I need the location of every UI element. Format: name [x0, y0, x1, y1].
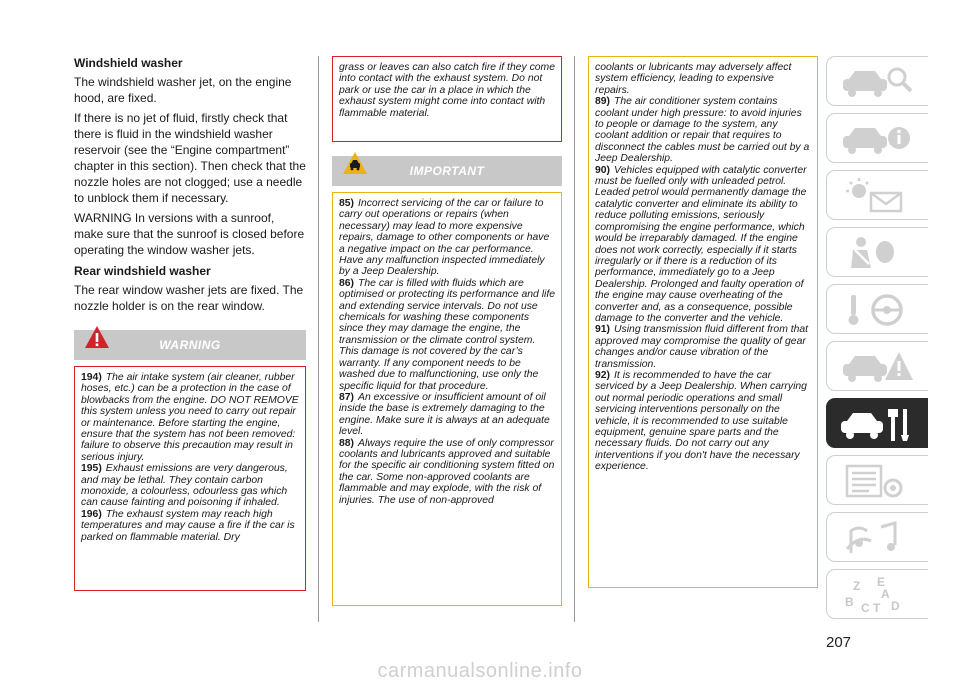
item-number: 196)	[81, 508, 102, 520]
important-box-continued	[588, 56, 818, 588]
heading-windshield-washer: Windshield washer	[74, 56, 183, 70]
warning-item	[81, 372, 299, 463]
warning-box	[74, 366, 306, 591]
tab-multimedia[interactable]	[826, 512, 928, 562]
important-banner	[332, 156, 562, 186]
chapter-tabs	[826, 56, 928, 626]
warning-banner	[74, 330, 306, 360]
tab-servicing-and-maintenance[interactable]	[826, 398, 928, 448]
important-item	[339, 392, 555, 438]
watermark: carmanualsonline.info	[377, 660, 583, 682]
item-number: 194)	[81, 372, 102, 383]
important-title: IMPORTANT	[409, 164, 485, 178]
car-search-icon	[837, 63, 917, 101]
important-item	[595, 165, 811, 325]
column-divider	[318, 56, 319, 622]
tab-in-an-emergency[interactable]	[826, 341, 928, 391]
car-info-icon	[837, 120, 917, 158]
item-text: Always require the use of only compressor coolants and lubricants approved and suitable for the specific air conditioning system fitted on the car. Some non-approved coolants are flammable and may explode, with the risk of injuries. The use of non-approved	[339, 437, 555, 506]
item-number: 89)	[595, 96, 611, 108]
important-item	[339, 278, 555, 392]
svg-text:B: B	[845, 595, 854, 609]
item-text: Exhaust emissions are very dangerous, and may be lethal. They contain carbon monoxide, a colourless, odourless gas which can cause fainting and poisoning if inhaled.	[81, 463, 288, 509]
item-number: 85)	[339, 198, 355, 209]
car-breakdown-icon	[837, 348, 917, 386]
item-number: 195)	[81, 463, 102, 475]
warning-item	[81, 509, 299, 543]
svg-text:Z: Z	[853, 579, 861, 593]
item-text: Incorrect servicing of the car or failure to carry out operations or repairs (when necessary) may lead to more expensive repairs, damage to other components or have a negative impact on the car performance. Have any malfunction inspected immediately by a Jeep Dealership.	[339, 198, 550, 278]
item-number: 90)	[595, 164, 611, 176]
warning-item	[81, 463, 299, 509]
important-item	[339, 198, 555, 278]
paragraph-washer-jet: The windshield washer jet, on the engine hood, are fixed.	[74, 75, 292, 105]
item-number: 86)	[339, 277, 355, 289]
specifications-list-icon	[837, 462, 917, 500]
important-item	[595, 96, 811, 164]
item-text: Vehicles equipped with catalytic converter must be fuelled only with unleaded petrol. Leaded petrol would permanently damage the catalytic converter and eliminate its ability to reduce polluting emissions, seriously compromising the engine performance, which would be irreparably damaged. If the engine does not work correctly, especially if it starts irregularly or if there is a reduction of its performance, immediately go to a Jeep Dealership. Prolonged and faulty operation of the engine may cause overheating of the converter and, as a consequence, possible damage to the converter and the vehicle.	[595, 164, 807, 324]
column-3	[588, 56, 818, 588]
item-number: 87)	[339, 391, 355, 403]
column-2	[332, 56, 562, 606]
item-text: Using transmission fluid different from that approved may compromise the quality of gear changes and/or cause vibration of the transmission.	[595, 324, 809, 370]
svg-text:D: D	[891, 599, 900, 613]
svg-text:T: T	[873, 601, 881, 614]
tab-getting-to-know-instrument-panel[interactable]	[826, 113, 928, 163]
heading-rear-windshield-washer: Rear windshield washer	[74, 264, 211, 278]
important-continued-text: coolants or lubricants may adversely affect system efficiency, leading to expensive repairs.	[595, 62, 792, 96]
multimedia-icon	[837, 519, 917, 557]
key-steering-wheel-icon	[837, 291, 917, 329]
important-item	[339, 438, 555, 506]
tab-index[interactable]	[826, 569, 928, 619]
svg-text:C: C	[861, 601, 870, 614]
item-number: 92)	[595, 369, 611, 381]
alphabetical-index-icon	[837, 576, 917, 614]
item-text: The car is filled with fluids which are optimised or protecting its performance and life and extending service intervals. Do not use chemicals for washing these components since they may damage the engine, the transmission or the climate control system. This damage is not covered by the car’s warranty. If any component needs to be washed due to malfunctioning, use only the specific liquid for that procedure.	[339, 277, 556, 392]
tab-starting-and-driving[interactable]	[826, 284, 928, 334]
tab-safety[interactable]	[826, 227, 928, 277]
warning-lights-message-icon	[837, 177, 917, 215]
column-1	[74, 56, 306, 591]
item-number: 88)	[339, 437, 355, 449]
car-service-wrench-icon	[837, 405, 917, 443]
paragraph-rear-washer: The rear window washer jets are fixed. The nozzle holder is on the rear window.	[74, 283, 304, 313]
tab-technical-specifications[interactable]	[826, 455, 928, 505]
svg-text:E: E	[877, 576, 886, 589]
tab-warning-lights-and-messages[interactable]	[826, 170, 928, 220]
item-number: 91)	[595, 324, 611, 336]
item-text: The exhaust system may reach high temperatures and may cause a fire if the car is parked on flammable material. Dry	[81, 508, 295, 543]
warning-title: WARNING	[159, 338, 221, 352]
paragraph-sunroof-warning: WARNING In versions with a sunroof, make sure that the sunroof is closed before operating the window washer jets.	[74, 211, 305, 257]
svg-text:A: A	[881, 587, 890, 601]
item-text: The air conditioner system contains coolant under high pressure: to avoid injuries to people or damage to the system, any coolant addition or repair that requires to disconnect the cables must be carried out by a Jeep Dealership.	[595, 96, 810, 165]
item-text: It is recommended to have the car serviced by a Jeep Dealership. When carrying out normal periodic operations and small servicing interventions personally on the vehicle, it is recommended to use suitable equipment, genuine spare parts and the necessary fluids. Do not carry out any interventions if you don't have the necessary experience.	[595, 369, 807, 473]
warning-continued-text: grass or leaves can also catch fire if they come into contact with the exhaust system. Do not park or use the car in a place in which the exhaust system might come into contact with flammable material.	[339, 62, 555, 119]
page-number: 207	[826, 634, 852, 651]
item-text: The air intake system (air cleaner, rubber hoses, etc.) can be a protection in the case of blowbacks from the engine. DO NOT REMOVE this system unless you need to carry out repair or maintenance. Before starting the engine, ensure that the system has not been removed: failure to observe this precaution may result in serious injury.	[81, 372, 299, 463]
important-item	[595, 324, 811, 370]
paragraph-no-jet: If there is no jet of fluid, firstly check that there is fluid in the windshield washer reservoir (see the “Engine compartment” chapter in this section). Then check that the nozzle holes are not clogged; use a needle to unblock them if necessary.	[74, 111, 306, 205]
warning-box-continued	[332, 56, 562, 142]
tab-getting-to-know-your-vehicle[interactable]	[826, 56, 928, 106]
important-item	[595, 370, 811, 473]
column-divider	[574, 56, 575, 622]
important-box	[332, 192, 562, 606]
airbag-seat-icon	[837, 234, 917, 272]
item-text: An excessive or insufficient amount of oil inside the base is extremely damaging to the engine. Make sure it is always at an adequate level.	[339, 391, 550, 438]
